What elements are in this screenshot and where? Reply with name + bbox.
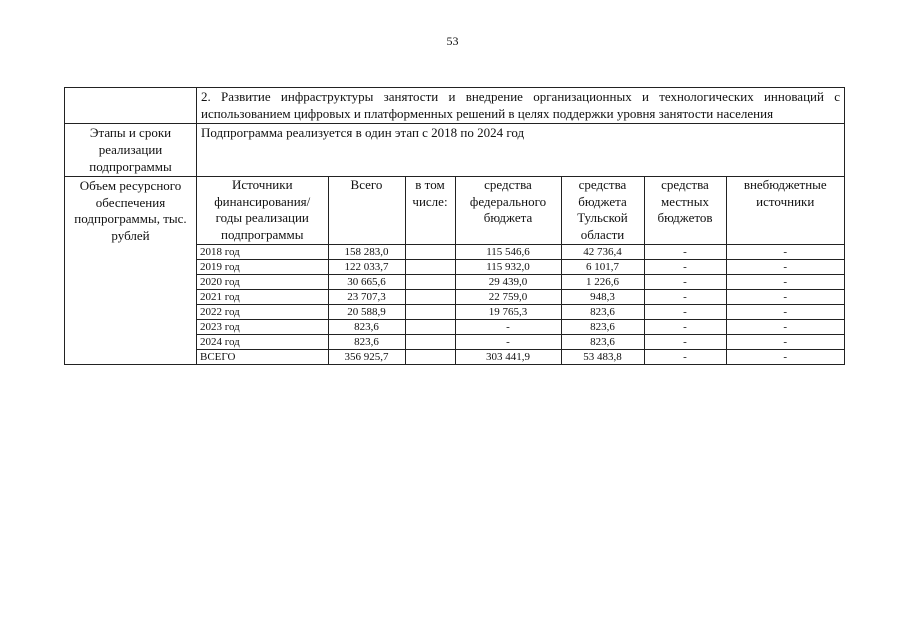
- table-row: [197, 334, 844, 349]
- table-row: [197, 274, 844, 289]
- cell-extrabudget: -: [726, 244, 844, 259]
- header-total: Всего: [328, 177, 405, 244]
- cell-including: [405, 334, 455, 349]
- cell-total: 823,6: [328, 334, 405, 349]
- cell-local: -: [644, 319, 726, 334]
- header-local: средства местных бюджетов: [644, 177, 726, 244]
- cell-regional: 823,6: [561, 319, 644, 334]
- cell-regional: 823,6: [561, 334, 644, 349]
- table-row: [197, 259, 844, 274]
- cell-federal: -: [455, 319, 561, 334]
- cell-total: 356 925,7: [328, 349, 405, 364]
- cell-including: [405, 289, 455, 304]
- cell-including: [405, 274, 455, 289]
- cell-including: [405, 259, 455, 274]
- cell-federal: 19 765,3: [455, 304, 561, 319]
- cell-regional: 6 101,7: [561, 259, 644, 274]
- intro-empty-cell: [65, 88, 197, 124]
- cell-year: 2019 год: [197, 259, 328, 274]
- header-federal: средства федерального бюджета: [455, 177, 561, 244]
- funding-row: [65, 177, 845, 365]
- header-regional: средства бюджета Тульской области: [561, 177, 644, 244]
- cell-year: 2023 год: [197, 319, 328, 334]
- header-source: Источники финансирования/ годы реализации подпрограммы: [197, 177, 328, 244]
- cell-including: [405, 304, 455, 319]
- cell-local: -: [644, 259, 726, 274]
- intro-row: [65, 88, 845, 124]
- cell-federal: 303 441,9: [455, 349, 561, 364]
- cell-regional: 1 226,6: [561, 274, 644, 289]
- cell-federal: 115 546,6: [455, 244, 561, 259]
- cell-local: -: [644, 334, 726, 349]
- cell-year: ВСЕГО: [197, 349, 328, 364]
- cell-including: [405, 244, 455, 259]
- cell-including: [405, 349, 455, 364]
- cell-total: 122 033,7: [328, 259, 405, 274]
- cell-extrabudget: -: [726, 319, 844, 334]
- cell-federal: 29 439,0: [455, 274, 561, 289]
- header-extrabudget: внебюджетные источники: [726, 177, 844, 244]
- cell-year: 2024 год: [197, 334, 328, 349]
- cell-including: [405, 319, 455, 334]
- cell-local: -: [644, 244, 726, 259]
- cell-total: 158 283,0: [328, 244, 405, 259]
- intro-text: 2. Развитие инфраструктуры занятости и внедрение организационных и технологических инноваций с использованием цифровых и платформенных решений в целях поддержки уровня занятости населения: [197, 88, 845, 124]
- cell-total: 20 588,9: [328, 304, 405, 319]
- cell-year: 2022 год: [197, 304, 328, 319]
- funding-label: Объем ресурсного обеспечения подпрограммы, тыс. рублей: [65, 177, 197, 365]
- cell-local: -: [644, 274, 726, 289]
- header-including: в том числе:: [405, 177, 455, 244]
- cell-extrabudget: -: [726, 334, 844, 349]
- funding-table: [197, 177, 844, 364]
- cell-year: 2020 год: [197, 274, 328, 289]
- cell-regional: 823,6: [561, 304, 644, 319]
- stages-text: Подпрограмма реализуется в один этап с 2018 по 2024 год: [197, 124, 845, 177]
- cell-local: -: [644, 289, 726, 304]
- cell-total: 30 665,6: [328, 274, 405, 289]
- table-row: [197, 244, 844, 259]
- cell-local: -: [644, 349, 726, 364]
- table-row-total: [197, 349, 844, 364]
- funding-cell: [197, 177, 845, 365]
- table-row: [197, 319, 844, 334]
- cell-regional: 53 483,8: [561, 349, 644, 364]
- cell-regional: 42 736,4: [561, 244, 644, 259]
- funding-header-row: [197, 177, 844, 244]
- cell-extrabudget: -: [726, 259, 844, 274]
- cell-extrabudget: -: [726, 289, 844, 304]
- cell-federal: 22 759,0: [455, 289, 561, 304]
- cell-extrabudget: -: [726, 349, 844, 364]
- cell-local: -: [644, 304, 726, 319]
- cell-extrabudget: -: [726, 274, 844, 289]
- cell-regional: 948,3: [561, 289, 644, 304]
- stages-label: Этапы и сроки реализации подпрограммы: [65, 124, 197, 177]
- cell-year: 2018 год: [197, 244, 328, 259]
- stages-row: [65, 124, 845, 177]
- cell-total: 23 707,3: [328, 289, 405, 304]
- table-row: [197, 289, 844, 304]
- cell-extrabudget: -: [726, 304, 844, 319]
- cell-year: 2021 год: [197, 289, 328, 304]
- cell-federal: 115 932,0: [455, 259, 561, 274]
- passport-table: [64, 87, 845, 365]
- cell-total: 823,6: [328, 319, 405, 334]
- cell-federal: -: [455, 334, 561, 349]
- table-row: [197, 304, 844, 319]
- page-number: 53: [446, 34, 459, 48]
